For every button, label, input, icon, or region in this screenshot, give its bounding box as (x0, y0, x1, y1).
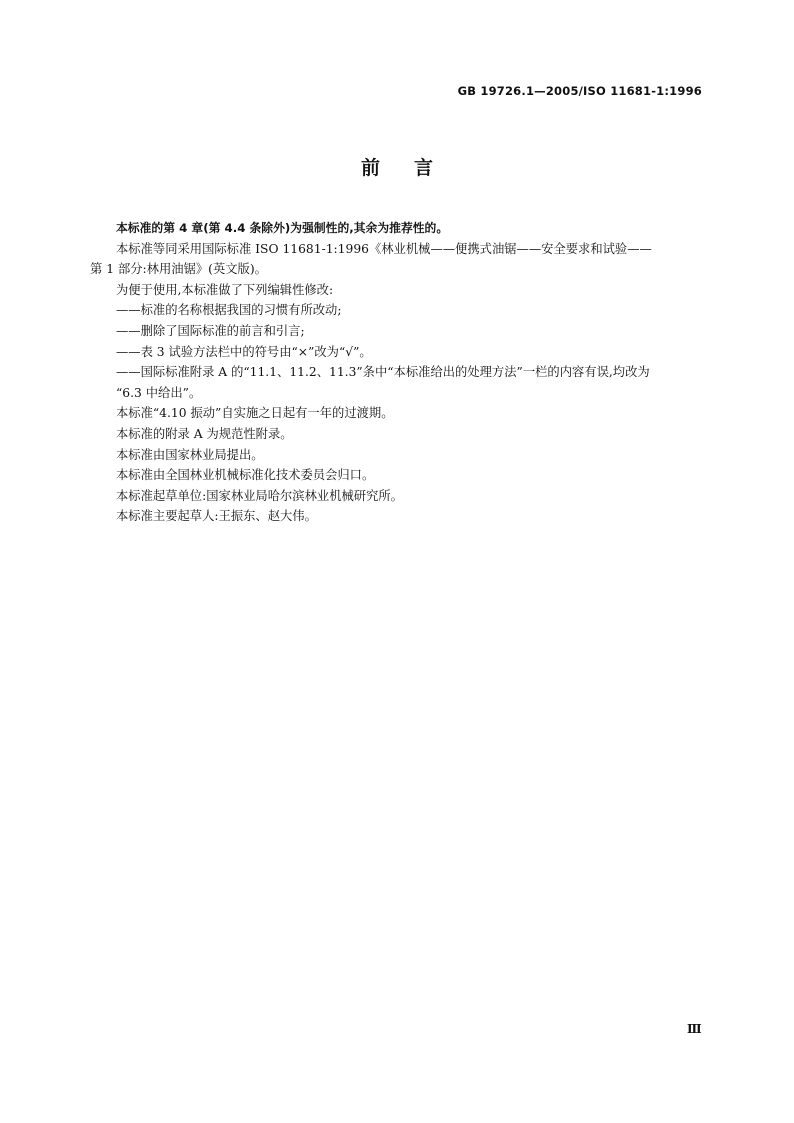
drafters: 本标准主要起草人:王振东、赵大伟。 (116, 509, 317, 524)
edit-item-2: ——删除了国际标准的前言和引言; (116, 323, 305, 338)
adoption-statement (90, 239, 704, 280)
page-title: 前言 (360, 157, 467, 179)
administrator-statement: 本标准由全国林业机械标准化技术委员会归口。 (116, 468, 375, 483)
edit-item-1: ——标准的名称根据我国的习惯有所改动; (116, 303, 342, 318)
page-number: Ⅲ (687, 1022, 702, 1036)
mandatory-statement: 本标准的第 4 章(第 4.4 条除外)为强制性的,其余为推荐性的。 (116, 221, 449, 235)
edits-intro: 为便于使用,本标准做了下列编辑性修改: (116, 282, 334, 297)
foreword-body (90, 218, 704, 527)
edit-item-4-line1: ——国际标准附录 A 的“11.1、11.2、11.3”条中“本标准给出的处理方法”一栏的内容有误,均改为 (116, 365, 650, 380)
transition-period: 本标准“4.10 振动”自实施之日起有一年的过渡期。 (116, 406, 394, 421)
drafting-unit: 本标准起草单位:国家林业局哈尔滨林业机械研究所。 (116, 488, 403, 503)
annex-statement: 本标准的附录 A 为规范性附录。 (116, 426, 293, 441)
edit-item-3: ——表 3 试验方法栏中的符号由“×”改为“√”。 (116, 344, 372, 359)
standard-code: GB 19726.1—2005/ISO 11681-1:1996 (457, 84, 702, 98)
proposer-statement: 本标准由国家林业局提出。 (116, 447, 264, 462)
adoption-statement-line2: 第 1 部分:林用油锯》(英文版)。 (90, 262, 267, 277)
edit-item-4-line2: “6.3 中给出”。 (116, 385, 202, 400)
adoption-statement-line1: 本标准等同采用国际标准 ISO 11681-1:1996《林业机械——便携式油锯——安全要求和试验—— (116, 241, 652, 256)
edit-item-4 (90, 362, 704, 403)
